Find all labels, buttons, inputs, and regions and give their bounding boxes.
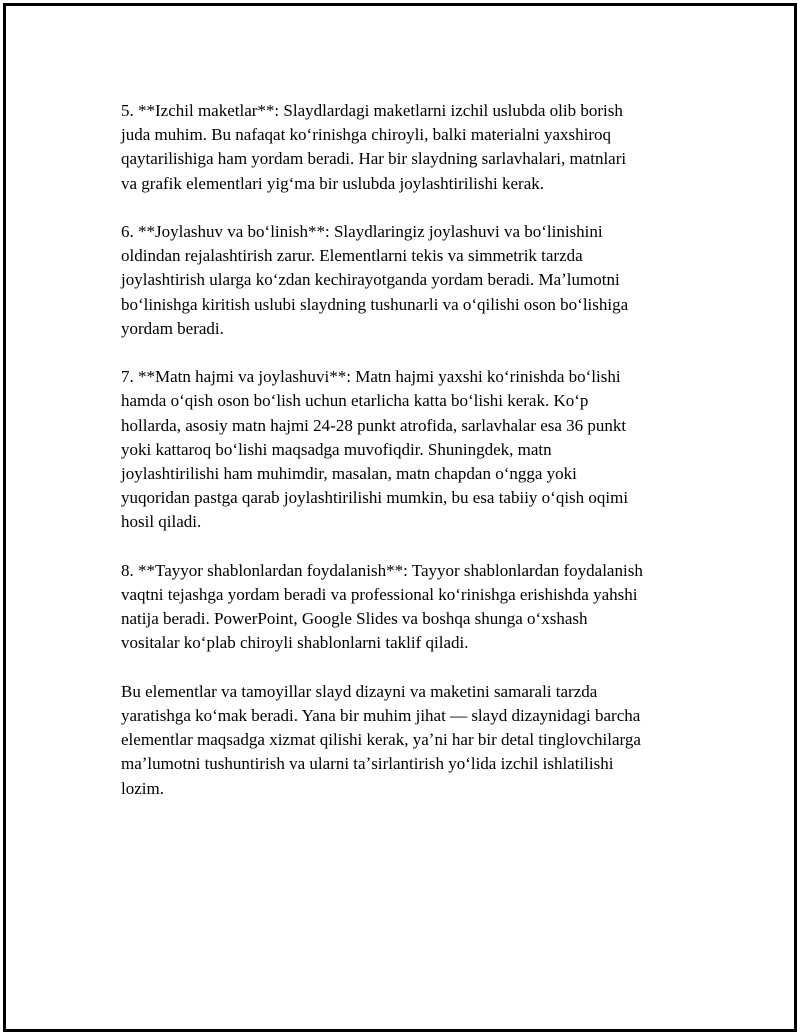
paragraph-consistent-layouts: 5. **Izchil maketlar**: Slaydlardagi maketlarni izchil uslubda olib borish juda muhim. Bu nafaqat koʻrinishga chiroyli, balki materialni yaxshiroq qaytarilishiga ham yordam beradi. Har bir slaydning sarlavhalari, matnlari va grafik elementlari yigʻma bir uslubda joylashtirilishi kerak. (121, 101, 627, 193)
paragraph-ready-templates: 8. **Tayyor shablonlardan foydalanish**: Tayyor shablonlardan foydalanish vaqtni tejashga yordam beradi va professional koʻrinishga erishishda yahshi natija beradi. PowerPoint, Google Slides va boshqa shunga oʻxshash vositalar koʻplab chiroyli shablonlarni taklif qiladi. (121, 560, 643, 653)
document-body (121, 99, 701, 825)
paragraph-text-size-and-placement: 7. **Matn hajmi va joylashuvi**: Matn hajmi yaxshi koʻrinishda boʻlishi hamda oʻqish oson boʻlish uchun etarlicha katta boʻlishi kerak. Koʻp hollarda, asosiy matn hajmi 24-28 punkt atrofida, sarlavhalar esa 36 punkt yoki kattaroq boʻlishi maqsadga muvofiqdir. Shuningdek, matn joylashtirilishi ham muhimdir, masalan, matn chapdan oʻngga yoki yuqoridan pastga qarab joylashtirilishi mumkin, bu esa tabiiy oʻqish oqimi hosil qiladi. (121, 367, 629, 532)
document-page (3, 3, 797, 1032)
paragraph-placement-and-division: 6. **Joylashuv va boʻlinish**: Slaydlaringiz joylashuvi va boʻlinishini oldindan rejalashtirish zarur. Elementlarni tekis va simmetrik tarzda joylashtirish ularga koʻzdan kechirayotganda yordam beradi. Maʼlumotni boʻlinishga kiritish uslubi slaydning tushunarli va oʻqilishi oson boʻlishiga yordam beradi. (121, 222, 629, 338)
paragraph-conclusion: Bu elementlar va tamoyillar slayd dizayni va maketini samarali tarzda yaratishga koʻmak beradi. Yana bir muhim jihat — slayd dizaynidagi barcha elementlar maqsadga xizmat qilishi kerak, yaʼni har bir detal tinglovchilarga maʼlumotni tushuntirish va ularni taʼsirlantirish yoʻlida izchil ishlatilishi lozim. (121, 681, 641, 798)
